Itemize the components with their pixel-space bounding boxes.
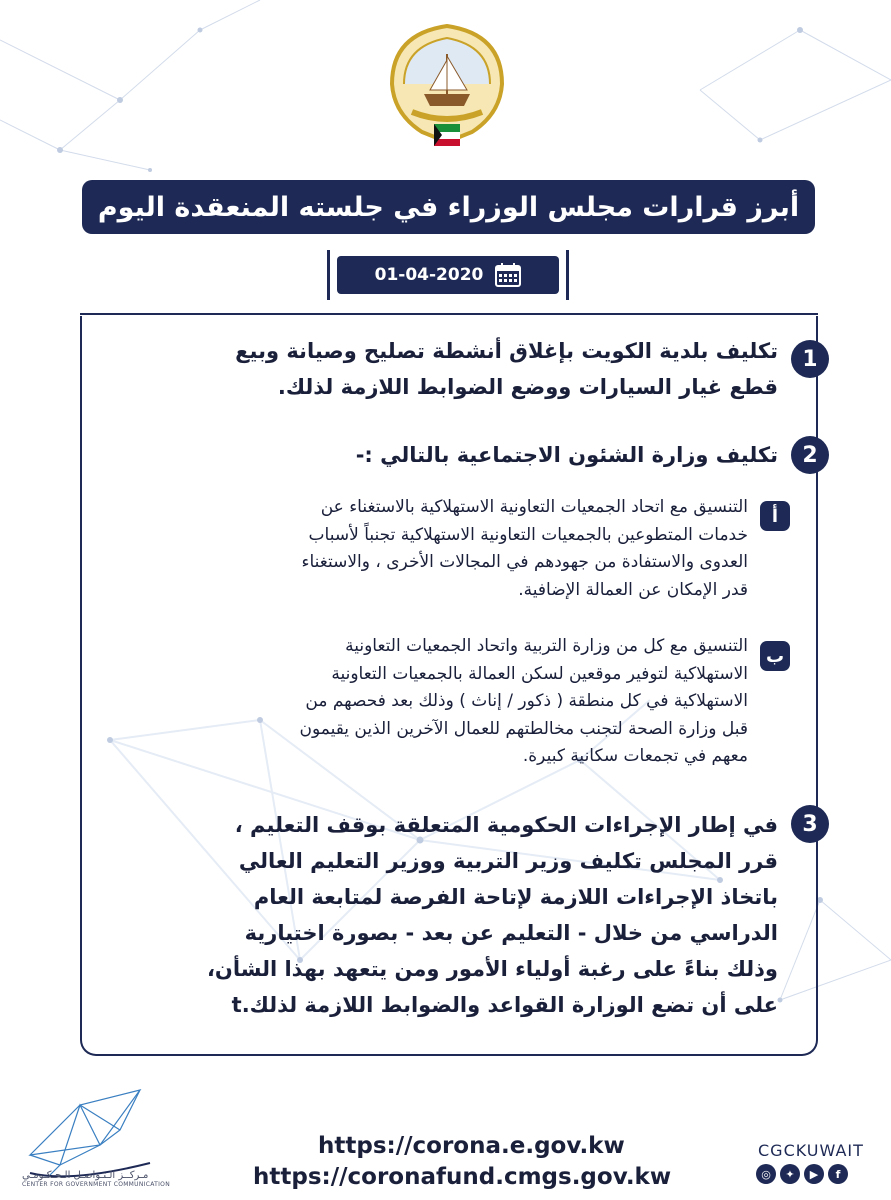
social-handle: CGCKUWAIT bbox=[758, 1141, 864, 1160]
instagram-icon[interactable]: ◎ bbox=[756, 1164, 776, 1184]
item-2-text bbox=[110, 437, 778, 473]
social-icons bbox=[756, 1164, 848, 1184]
item-2b-line-3: الاستهلاكية في كل منطقة ( ذكور / إناث ) وذلك بعد فحصهم من bbox=[305, 691, 748, 711]
item-2a-letter: أ bbox=[760, 501, 790, 531]
item-3-number: 3 bbox=[791, 805, 829, 843]
item-1-line-2: قطع غيار السيارات ووضع الضوابط اللازمة لذلك. bbox=[277, 375, 778, 399]
item-2a-line-1: التنسيق مع اتحاد الجمعيات التعاونية الاستهلاكية بالاستغناء عن bbox=[320, 497, 748, 517]
item-3-line-6: على أن تضع الوزارة القواعد والضوابط اللازمة لذلك.t bbox=[231, 993, 778, 1017]
date-left-edge bbox=[327, 250, 330, 300]
page-title-text: أبرز قرارات مجلس الوزراء في جلسته المنعقدة اليوم bbox=[97, 191, 800, 223]
date-banner bbox=[327, 250, 569, 300]
calendar-icon bbox=[495, 263, 521, 287]
item-2b-line-2: الاستهلاكية لتوفير موقعين لسكن العمالة بالجمعيات التعاونية bbox=[331, 663, 748, 684]
item-3-line-3: باتخاذ الإجراءات اللازمة لإتاحة الفرصة لمتابعة العام bbox=[253, 885, 778, 909]
box-top-rule bbox=[80, 312, 818, 316]
item-3-line-5: وذلك بناءً على رغبة أولياء الأمور ومن يتعهد بهذا الشأن، bbox=[206, 957, 778, 981]
item-2b-line-1: التنسيق مع كل من وزارة التربية واتحاد الجمعيات التعاونية bbox=[345, 636, 748, 656]
item-1-line-1: تكليف بلدية الكويت بإغلاق أنشطة تصليح وصيانة وبيع bbox=[235, 339, 778, 363]
date-text: 01-04-2020 bbox=[374, 265, 484, 285]
date-bar bbox=[337, 256, 559, 294]
item-1-text bbox=[110, 333, 778, 405]
item-2a-line-3: العدوى والاستفادة من جهودهم في المجالات الأخرى ، والاستغناء bbox=[301, 552, 748, 572]
item-3-line-4: الدراسي من خلال - التعليم عن بعد - بصورة اختيارية bbox=[244, 921, 778, 945]
item-2b-text bbox=[110, 633, 748, 771]
item-2-number: 2 bbox=[791, 436, 829, 474]
item-2-line-1: تكليف وزارة الشئون الاجتماعية بالتالي :- bbox=[355, 443, 778, 467]
footer-url-1[interactable]: https://corona.e.gov.kw bbox=[318, 1133, 625, 1159]
footer-url-2[interactable]: https://coronafund.cmgs.gov.kw bbox=[253, 1164, 672, 1190]
item-2b-letter: ب bbox=[760, 641, 790, 671]
date-right-edge bbox=[566, 250, 569, 300]
youtube-icon[interactable]: ▶ bbox=[804, 1164, 824, 1184]
kuwait-emblem-icon bbox=[372, 14, 522, 164]
item-2b-line-4: قبل وزارة الصحة لتجنب مخالطتهم للعمال الآخرين الذين يقيمون bbox=[299, 718, 748, 739]
item-3-text bbox=[110, 807, 778, 1023]
cgc-org-name bbox=[22, 1170, 172, 1188]
item-1-number: 1 bbox=[791, 340, 829, 378]
item-2a-line-2: خدمات المتطوعين بالجمعيات التعاونية الاستهلاكية تجنباً لأسباب bbox=[308, 524, 748, 545]
facebook-icon[interactable]: f bbox=[828, 1164, 848, 1184]
cgc-org-name-en: CENTER FOR GOVERNMENT COMMUNICATION bbox=[22, 1181, 170, 1188]
item-2a-line-4: قدر الإمكان عن العمالة الإضافية. bbox=[518, 579, 748, 600]
twitter-icon[interactable]: ✦ bbox=[780, 1164, 800, 1184]
item-3-line-2: قرر المجلس تكليف وزير التربية ووزير التعليم العالي bbox=[238, 849, 778, 873]
item-2b-line-5: معهم في تجمعات سكانية كبيرة. bbox=[522, 746, 748, 766]
item-2a-text bbox=[110, 494, 748, 604]
page-title bbox=[82, 180, 815, 234]
cgc-org-name-ar: مـركــز الـتـواصـل الـحـكـومـي bbox=[22, 1170, 149, 1181]
item-3-line-1: في إطار الإجراءات الحكومية المتعلقة بوقف التعليم ، bbox=[234, 813, 778, 837]
